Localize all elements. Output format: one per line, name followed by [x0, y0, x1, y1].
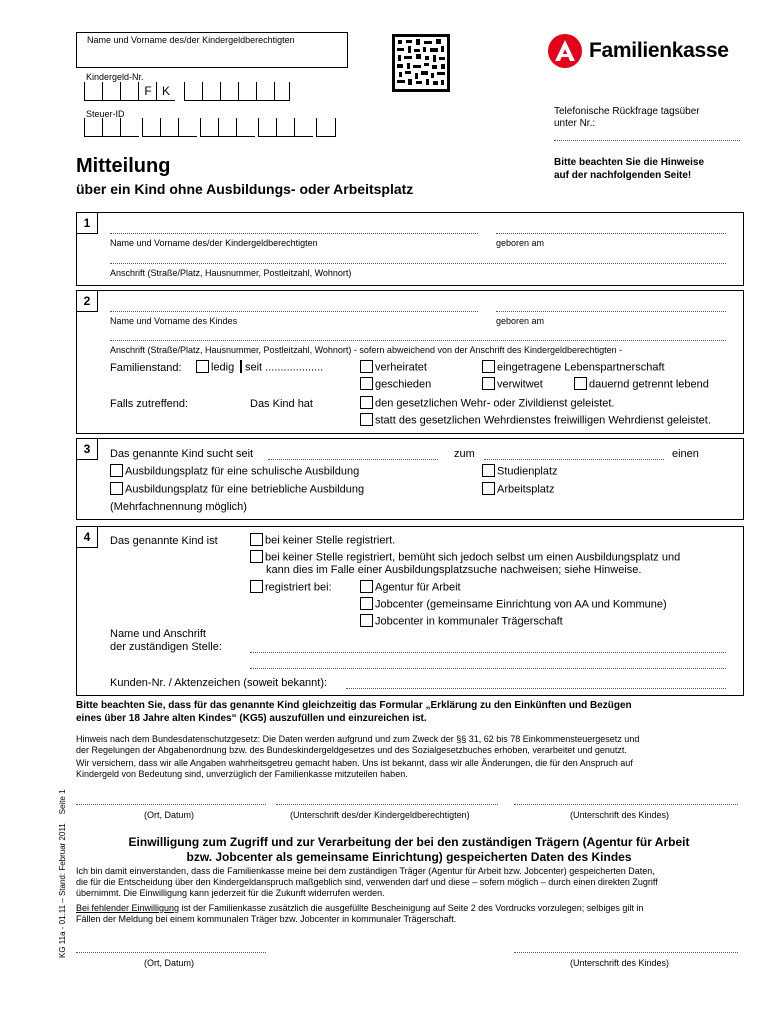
keiner-checkbox[interactable]	[250, 533, 263, 546]
section-4-number: 4	[76, 526, 98, 548]
betrieblich-option[interactable]: Ausbildungsplatz für eine betriebliche Ausbildung	[110, 483, 364, 496]
stelle-label-1: Name und Anschrift	[110, 628, 206, 640]
jobcenter-komm-checkbox[interactable]	[360, 614, 373, 627]
notice-hint-2: auf der nachfolgenden Seite!	[554, 170, 692, 181]
wehrdienst-option[interactable]: den gesetzlichen Wehr- oder Zivildienst geleistet.	[360, 397, 614, 410]
kg5-notice-2: eines über 18 Jahre alten Kindes“ (KG5) auszufüllen und einzureichen ist.	[76, 713, 427, 724]
kind-hat-label: Das Kind hat	[250, 398, 313, 410]
bemueht-option[interactable]: bei keiner Stelle registriert, bemüht sich jedoch selbst um einen Ausbildungsplatz und	[250, 551, 680, 564]
consent-p2-1	[76, 903, 643, 913]
getrennt-option[interactable]: dauernd getrennt lebend	[574, 378, 709, 391]
zum-label: zum	[454, 448, 475, 460]
ledig-checkbox[interactable]	[196, 360, 209, 373]
side-form-id: KG 11a - 01.11 – Stand: Februar 2011 Seite 1	[58, 789, 67, 958]
s1-address-line[interactable]	[110, 263, 726, 264]
sign1-ort-line[interactable]	[76, 804, 266, 805]
consent-p2-rest: ist der Familienkasse zusätzlich die ausgefüllte Bescheinigung auf Seite 2 des Vordrucks vorzulegen; selbiges gilt in	[179, 903, 644, 913]
geschieden-option[interactable]: geschieden	[360, 378, 431, 391]
agentur-checkbox[interactable]	[360, 580, 373, 593]
sucht-seit-line[interactable]	[268, 459, 438, 460]
sign1-kind-label: (Unterschrift des Kindes)	[570, 810, 670, 820]
s1-born-label: geboren am	[496, 238, 545, 248]
sucht-seit-label: Das genannte Kind sucht seit	[110, 448, 254, 460]
section-1-number: 1	[76, 212, 98, 234]
verheiratet-option[interactable]: verheiratet	[360, 361, 427, 374]
kunden-nr-label: Kunden-Nr. / Aktenzeichen (soweit bekannt):	[110, 677, 328, 689]
phone-label-1: Telefonische Rückfrage tagsüber	[554, 106, 700, 117]
seit-checkbox[interactable]	[240, 360, 243, 373]
s2-name-label: Name und Vorname des Kindes	[110, 316, 238, 326]
consent-title-2: bzw. Jobcenter als gemeinsame Einrichtung) gespeicherten Daten des Kindes	[186, 850, 632, 864]
kg-nr-label: Kindergeld-Nr.	[86, 72, 144, 82]
arbeitsplatz-checkbox[interactable]	[482, 482, 495, 495]
data-matrix-code	[392, 34, 450, 92]
datenschutz-1: Hinweis nach dem Bundesdatenschutzgesetz: Die Daten werden aufgrund und zum Zweck der §§ 31, 62 bis 78 Einkommensteuergesetz und	[76, 734, 640, 744]
s2-born-label: geboren am	[496, 316, 545, 326]
s1-born-line[interactable]	[496, 233, 726, 234]
s2-born-line[interactable]	[496, 311, 726, 312]
s1-name-line[interactable]	[110, 233, 478, 234]
arbeitsplatz-option[interactable]: Arbeitsplatz	[482, 483, 554, 496]
verwitwet-option[interactable]: verwitwet	[482, 378, 543, 391]
versicherung-2: Kindergeld von Bedeutung sind, unverzüglich der Familienkasse mitzuteilen haben.	[76, 769, 408, 779]
sign2-ort-label: (Ort, Datum)	[144, 958, 195, 968]
mehrfach-hint: (Mehrfachnennung möglich)	[110, 501, 247, 513]
sign2-kind-line[interactable]	[514, 952, 738, 953]
consent-p1-1: Ich bin damit einverstanden, dass die Familienkasse meine bei dem zuständigen Träger (Agentur für Arbeit bzw. Jobcenter) gespeicherten Daten,	[76, 866, 655, 876]
ledig-option[interactable]: ledig	[196, 361, 234, 374]
zum-line[interactable]	[484, 459, 664, 460]
page-title: Mitteilung	[76, 155, 171, 177]
sign1-kgb-line[interactable]	[276, 804, 498, 805]
studienplatz-checkbox[interactable]	[482, 464, 495, 477]
freiwillig-option[interactable]: statt des gesetzlichen Wehrdienstes freiwilligen Wehrdienst geleistet.	[360, 414, 711, 427]
phone-label-2: unter Nr.:	[554, 118, 596, 129]
page-subtitle: über ein Kind ohne Ausbildungs- oder Arbeitsplatz	[76, 181, 414, 197]
consent-p1-2: die für die Entscheidung über den Kindergeldanspruch maßgeblich sind, verwenden darf und diese – sofern möglich – durch einen direkten Zugriff	[76, 877, 658, 887]
stelle-label-2: der zuständigen Stelle:	[110, 641, 222, 653]
schulisch-option[interactable]: Ausbildungsplatz für eine schulische Ausbildung	[110, 465, 359, 478]
datenschutz-2: der Regelungen der Abgabenordnung bzw. des Bundeskindergeldgesetzes und des Sozialgesetzbuches erhoben, verarbeitet und genutzt.	[76, 745, 627, 755]
studienplatz-option[interactable]: Studienplatz	[482, 465, 558, 478]
verheiratet-checkbox[interactable]	[360, 360, 373, 373]
kg-prefix-k: K	[156, 82, 175, 101]
schulisch-checkbox[interactable]	[110, 464, 123, 477]
bemueht-checkbox[interactable]	[250, 550, 263, 563]
section-2-number: 2	[76, 290, 98, 312]
lebenspartner-checkbox[interactable]	[482, 360, 495, 373]
sign2-kind-label: (Unterschrift des Kindes)	[570, 958, 670, 968]
consent-p2-2: Fällen der Meldung bei einem kommunalen Träger bzw. Jobcenter in kommunaler Trägerschaft.	[76, 914, 457, 924]
s2-address-line[interactable]	[110, 340, 726, 341]
bemueht-line-2: kann dies im Falle einer Ausbildungsplatzsuche nachweisen; siehe Hinweise.	[266, 564, 642, 576]
steuer-id-field[interactable]	[84, 118, 356, 138]
jobcenter-komm-option[interactable]: Jobcenter in kommunaler Trägerschaft	[360, 615, 563, 628]
s1-name-label: Name und Vorname des/der Kindergeldberechtigten	[110, 238, 318, 248]
familienkasse-logo-icon	[548, 34, 582, 68]
notice-hint-1: Bitte beachten Sie die Hinweise	[554, 157, 705, 168]
stelle-line-1[interactable]	[250, 652, 726, 653]
sign2-ort-line[interactable]	[76, 952, 266, 953]
freiwillig-checkbox[interactable]	[360, 413, 373, 426]
einen-label: einen	[672, 448, 699, 460]
sign1-ort-label: (Ort, Datum)	[144, 810, 195, 820]
sign1-kind-line[interactable]	[514, 804, 738, 805]
familienstand-label: Familienstand:	[110, 362, 182, 374]
s1-address-label: Anschrift (Straße/Platz, Hausnummer, Postleitzahl, Wohnort)	[110, 268, 352, 278]
kind-ist-label: Das genannte Kind ist	[110, 535, 218, 547]
seit-option[interactable]: seit ...................	[240, 361, 323, 374]
kg5-notice-1: Bitte beachten Sie, dass für das genannte Kind gleichzeitig das Formular „Erklärung zu den Einkünften und Bezügen	[76, 700, 632, 711]
parent-name-label: Name und Vorname des/der Kindergeldberechtigten	[87, 35, 295, 45]
verwitwet-checkbox[interactable]	[482, 377, 495, 390]
agentur-option[interactable]: Agentur für Arbeit	[360, 581, 461, 594]
sign1-kgb-label: (Unterschrift des/der Kindergeldberechtigten)	[290, 810, 470, 820]
lebenspartner-option[interactable]: eingetragene Lebenspartnerschaft	[482, 361, 665, 374]
jobcenter-aa-option[interactable]: Jobcenter (gemeinsame Einrichtung von AA und Kommune)	[360, 598, 667, 611]
phone-input-line[interactable]	[554, 140, 740, 141]
consent-title-1: Einwilligung zum Zugriff und zur Verarbeitung der bei den zuständigen Trägern (Agentur für Arbeit	[128, 835, 690, 849]
betrieblich-checkbox[interactable]	[110, 482, 123, 495]
consent-p1-3: übernimmt. Die Einwilligung kann jederzeit für die Zukunft widerrufen werden.	[76, 888, 385, 898]
wehrdienst-checkbox[interactable]	[360, 396, 373, 409]
section-3-number: 3	[76, 438, 98, 460]
keiner-option[interactable]: bei keiner Stelle registriert.	[250, 534, 395, 547]
parent-name-field[interactable]	[76, 32, 348, 68]
jobcenter-aa-checkbox[interactable]	[360, 597, 373, 610]
s2-name-line[interactable]	[110, 311, 478, 312]
getrennt-checkbox[interactable]	[574, 377, 587, 390]
falls-zutreffend-label: Falls zutreffend:	[110, 398, 189, 410]
stelle-line-2[interactable]	[250, 668, 726, 669]
geschieden-checkbox[interactable]	[360, 377, 373, 390]
kg-nr-field[interactable]	[84, 82, 290, 102]
kg-prefix-f: F	[138, 82, 157, 101]
registriert-option[interactable]: registriert bei:	[250, 581, 332, 594]
registriert-checkbox[interactable]	[250, 580, 263, 593]
s2-address-label: Anschrift (Straße/Platz, Hausnummer, Postleitzahl, Wohnort) - sofern abweichend von der Anschrift des Kindergeldberechtigten -	[110, 345, 623, 355]
consent-p2-underlined: Bei fehlender Einwilligung	[76, 903, 180, 913]
steuer-id-label: Steuer-ID	[86, 109, 125, 119]
versicherung-1: Wir versichern, dass wir alle Angaben wahrheitsgetreu gemacht haben. Uns ist bekannt, dass wir alle Änderungen, die für den Anspruch auf	[76, 758, 633, 768]
logo-text: Familienkasse	[589, 39, 729, 62]
kunden-nr-line[interactable]	[346, 688, 726, 689]
